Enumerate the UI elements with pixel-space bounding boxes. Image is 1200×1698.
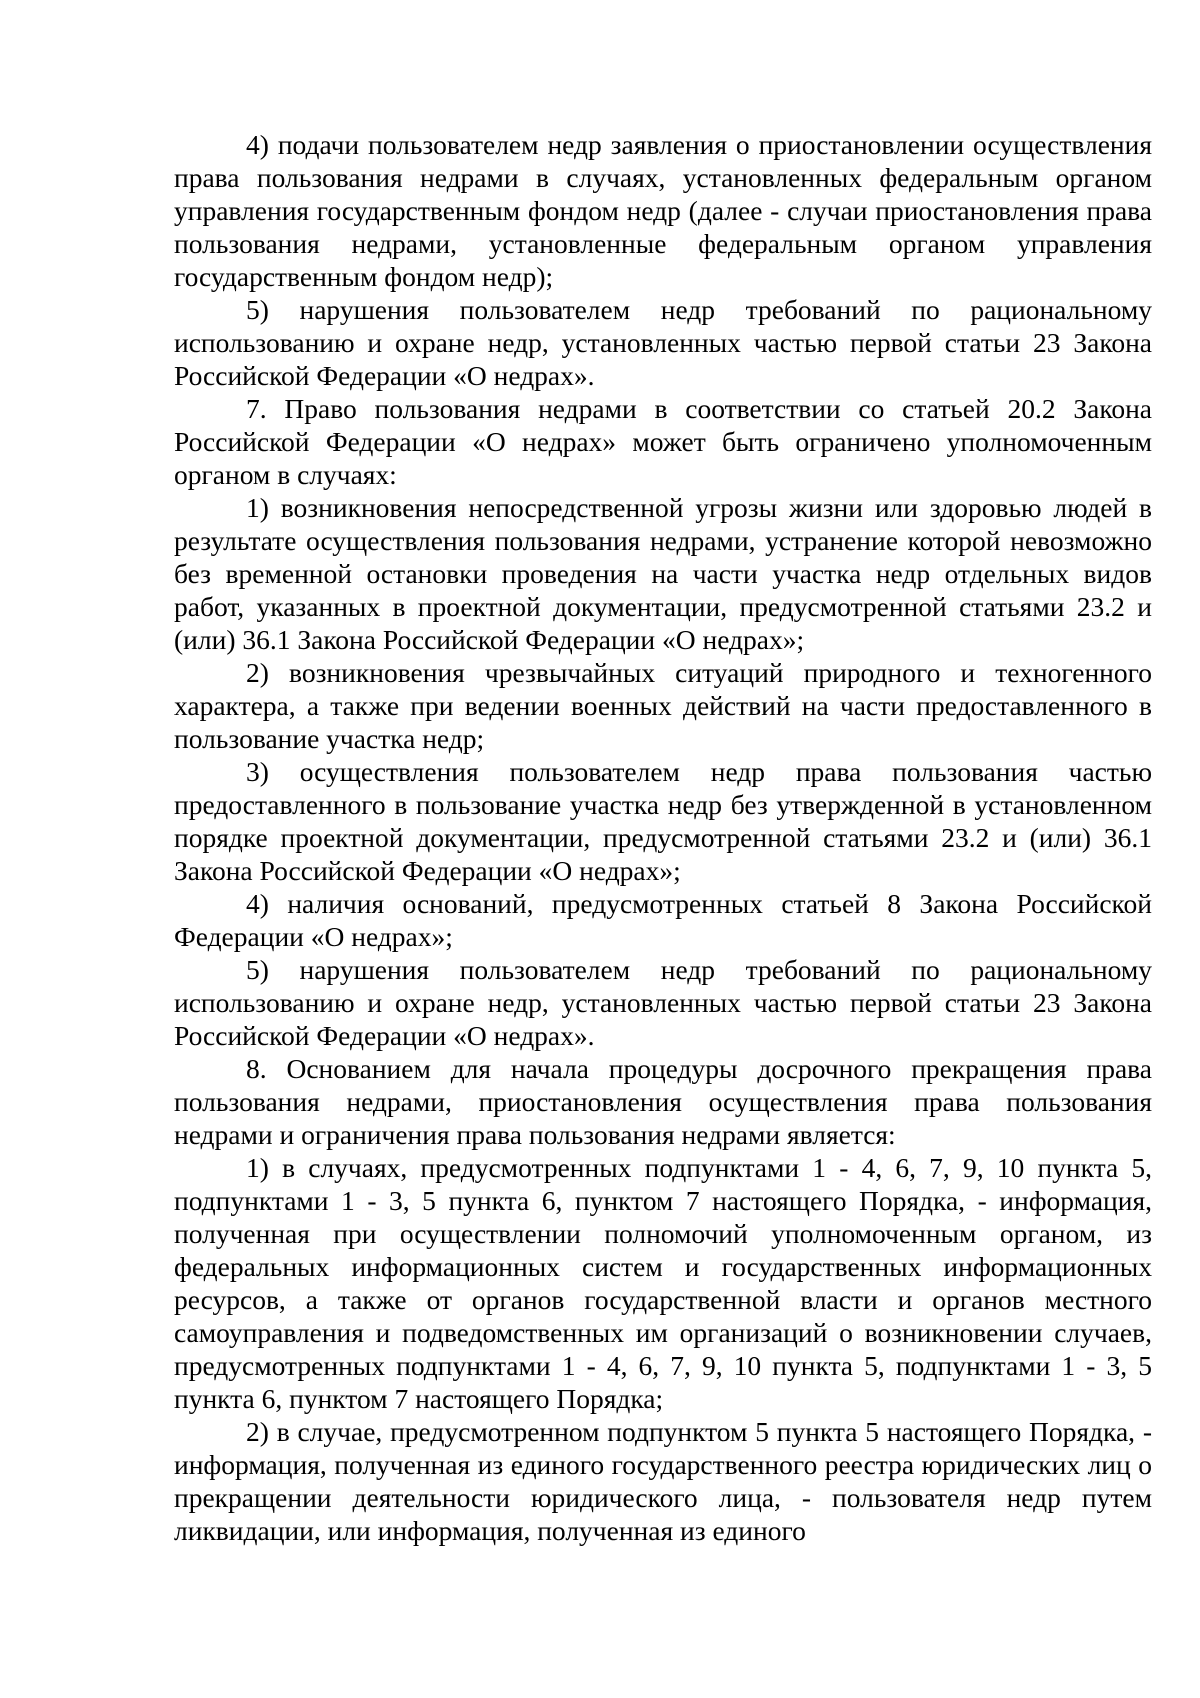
paragraph-7-5-rational-use-violation: 5) нарушения пользователем недр требований по рациональному использованию и охране недр, установленных частью первой статьи 23 Закона Российской Федерации «О недрах». xyxy=(174,954,1152,1051)
paragraph-8-1-information-sources: 1) в случаях, предусмотренных подпунктами 1 - 4, 6, 7, 9, 10 пункта 5, подпунктами 1 - 3, 5 пункта 6, пунктом 7 настоящего Порядка, - информация, полученная при осуществлении полномочий уполномоченным органом, из федеральных информационных систем и государственных информационных ресурсов, а также от органов государственной власти и органов местного самоуправления и подведомственных им организаций о возникновении случаев, предусмотренных подпунктами 1 - 4, 6, 7, 9, 10 пункта 5, подпунктами 1 - 3, 5 пункта 6, пунктом 7 настоящего Порядка; xyxy=(174,1152,1152,1414)
paragraph-5-rational-use-violation: 5) нарушения пользователем недр требований по рациональному использованию и охране недр, установленных частью первой статьи 23 Закона Российской Федерации «О недрах». xyxy=(174,294,1152,391)
paragraph-7-1-threat-to-life: 1) возникновения непосредственной угрозы жизни или здоровью людей в результате осуществления пользования недрами, устранение которой невозможно без временной остановки проведения на части участка недр отдельных видов работ, указанных в проектной документации, предусмотренной статьями 23.2 и (или) 36.1 Закона Российской Федерации «О недрах»; xyxy=(174,492,1152,655)
paragraph-4-suspension-application: 4) подачи пользователем недр заявления о приостановлении осуществления права пользования недрами в случаях, установленных федеральным органом управления государственным фондом недр (далее - случаи приостановления права пользования недрами, установленные федеральным органом управления государственным фондом недр); xyxy=(174,129,1152,292)
paragraph-8-2-registry-information: 2) в случае, предусмотренном подпунктом 5 пункта 5 настоящего Порядка, - информация, полученная из единого государственного реестра юридических лиц о прекращении деятельности юридического лица, - пользователя недр путем ликвидации, или информация, полученная из единого xyxy=(174,1416,1152,1546)
document-page xyxy=(174,128,1152,1547)
paragraph-section-7: 7. Право пользования недрами в соответствии со статьей 20.2 Закона Российской Федерации «О недрах» может быть ограничено уполномоченным органом в случаях: xyxy=(174,393,1152,490)
paragraph-7-3-no-project-documentation: 3) осуществления пользователем недр права пользования частью предоставленного в пользование участка недр без утвержденной в установленном порядке проектной документации, предусмотренной статьями 23.2 и (или) 36.1 Закона Российской Федерации «О недрах»; xyxy=(174,756,1152,886)
paragraph-7-2-emergencies: 2) возникновения чрезвычайных ситуаций природного и техногенного характера, а также при ведении военных действий на части предоставленного в пользование участка недр; xyxy=(174,657,1152,754)
paragraph-section-8: 8. Основанием для начала процедуры досрочного прекращения права пользования недрами, приостановления осуществления права пользования недрами и ограничения права пользования недрами является: xyxy=(174,1053,1152,1150)
paragraph-7-4-article-8-grounds: 4) наличия оснований, предусмотренных статьей 8 Закона Российской Федерации «О недрах»; xyxy=(174,888,1152,952)
